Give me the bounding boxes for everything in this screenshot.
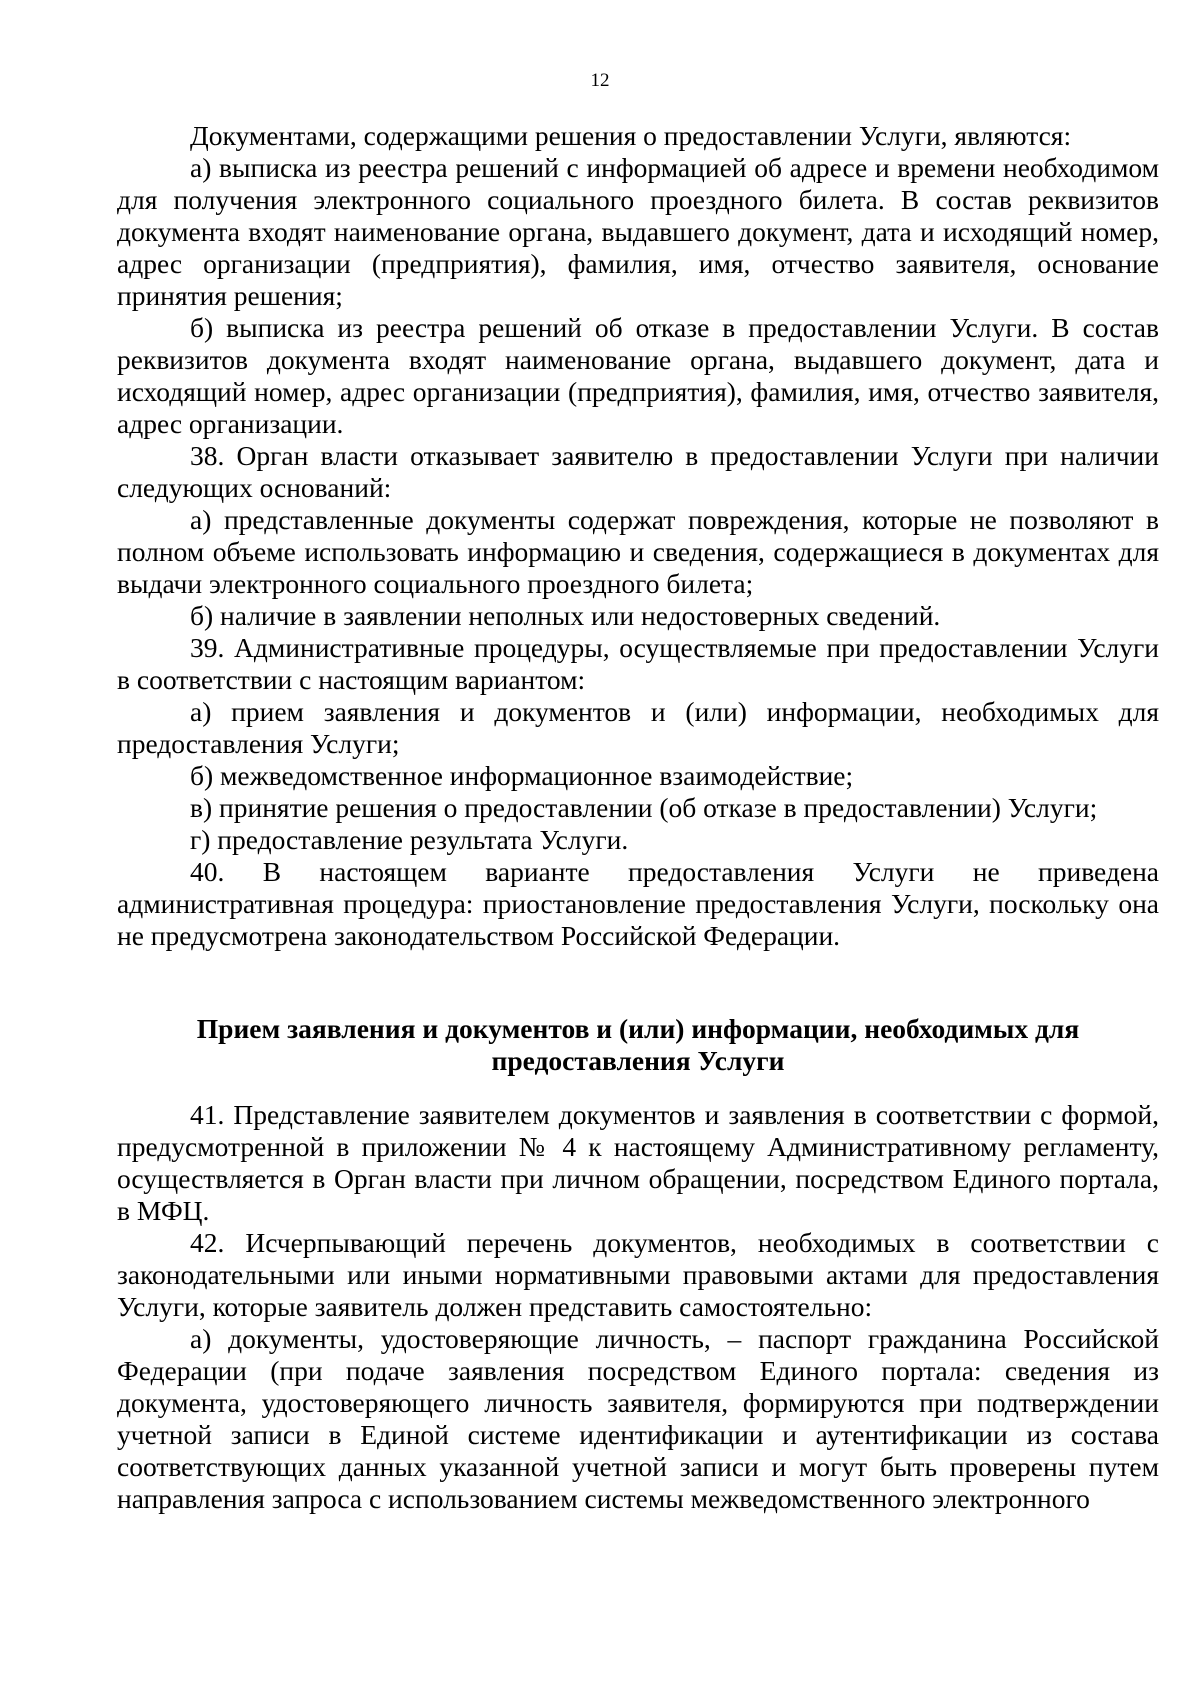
body-text-top xyxy=(117,120,1159,952)
paragraph-item-a: а) выписка из реестра решений с информацией об адресе и времени необходимом для получения электронного социального проездного билета. В состав реквизитов документа входят наименование органа, выдавшего документ, дата и исходящий номер, адрес организации (предприятия), фамилия, имя, отчество заявителя, основание принятия решения; xyxy=(117,152,1159,311)
section-heading-line1: Прием заявления и документов и (или) информации, необходимых для xyxy=(196,1013,1080,1044)
page-number: 12 xyxy=(590,70,610,91)
paragraph-39: 39. Административные процедуры, осуществляемые при предоставлении Услуги в соответствии с настоящим вариантом: xyxy=(117,632,1159,695)
paragraph-38-a: а) представленные документы содержат повреждения, которые не позволяют в полном объеме использовать информацию и сведения, содержащиеся в документах для выдачи электронного социального проездного билета; xyxy=(117,504,1159,599)
body-text-bottom xyxy=(117,1099,1159,1515)
paragraph-39-a: а) прием заявления и документов и (или) информации, необходимых для предоставления Услуги; xyxy=(117,696,1159,759)
paragraph-39-b: б) межведомственное информационное взаимодействие; xyxy=(190,760,854,791)
paragraph-38: 38. Орган власти отказывает заявителю в предоставлении Услуги при наличии следующих оснований: xyxy=(117,440,1159,503)
paragraph-item-b: б) выписка из реестра решений об отказе в предоставлении Услуги. В состав реквизитов документа входят наименование органа, выдавшего документ, дата и исходящий номер, адрес организации (предприятия), фамилия, имя, отчество заявителя, адрес организации. xyxy=(117,312,1159,439)
paragraph-39-v: в) принятие решения о предоставлении (об отказе в предоставлении) Услуги; xyxy=(190,792,1098,823)
paragraph-42-a: а) документы, удостоверяющие личность, – паспорт гражданина Российской Федерации (при подаче заявления посредством Единого портала: сведения из документа, удостоверяющего личность заявителя, формируются при подтверждении учетной записи в Единой системе идентификации и аутентификации из состава соответствующих данных указанной учетной записи и могут быть проверены путем направления запроса с использованием системы межведомственного электронного xyxy=(117,1323,1159,1514)
section-heading xyxy=(117,1013,1159,1077)
section-heading-line2: предоставления Услуги xyxy=(491,1045,785,1076)
paragraph-41: 41. Представление заявителем документов и заявления в соответствии с формой, предусмотренной в приложении № 4 к настоящему Административному регламенту, осуществляется в Орган власти при личном обращении, посредством Единого портала, в МФЦ. xyxy=(117,1099,1159,1226)
paragraph-38-b: б) наличие в заявлении неполных или недостоверных сведений. xyxy=(190,600,941,631)
paragraph-intro: Документами, содержащими решения о предоставлении Услуги, являются: xyxy=(190,120,1072,151)
paragraph-39-g: г) предоставление результата Услуги. xyxy=(190,824,629,855)
paragraph-40: 40. В настоящем варианте предоставления Услуги не приведена административная процедура: приостановление предоставления Услуги, поскольку она не предусмотрена законодательством Российской Федерации. xyxy=(117,856,1159,951)
paragraph-42: 42. Исчерпывающий перечень документов, необходимых в соответствии с законодательными или иными нормативными правовыми актами для предоставления Услуги, которые заявитель должен представить самостоятельно: xyxy=(117,1227,1159,1322)
